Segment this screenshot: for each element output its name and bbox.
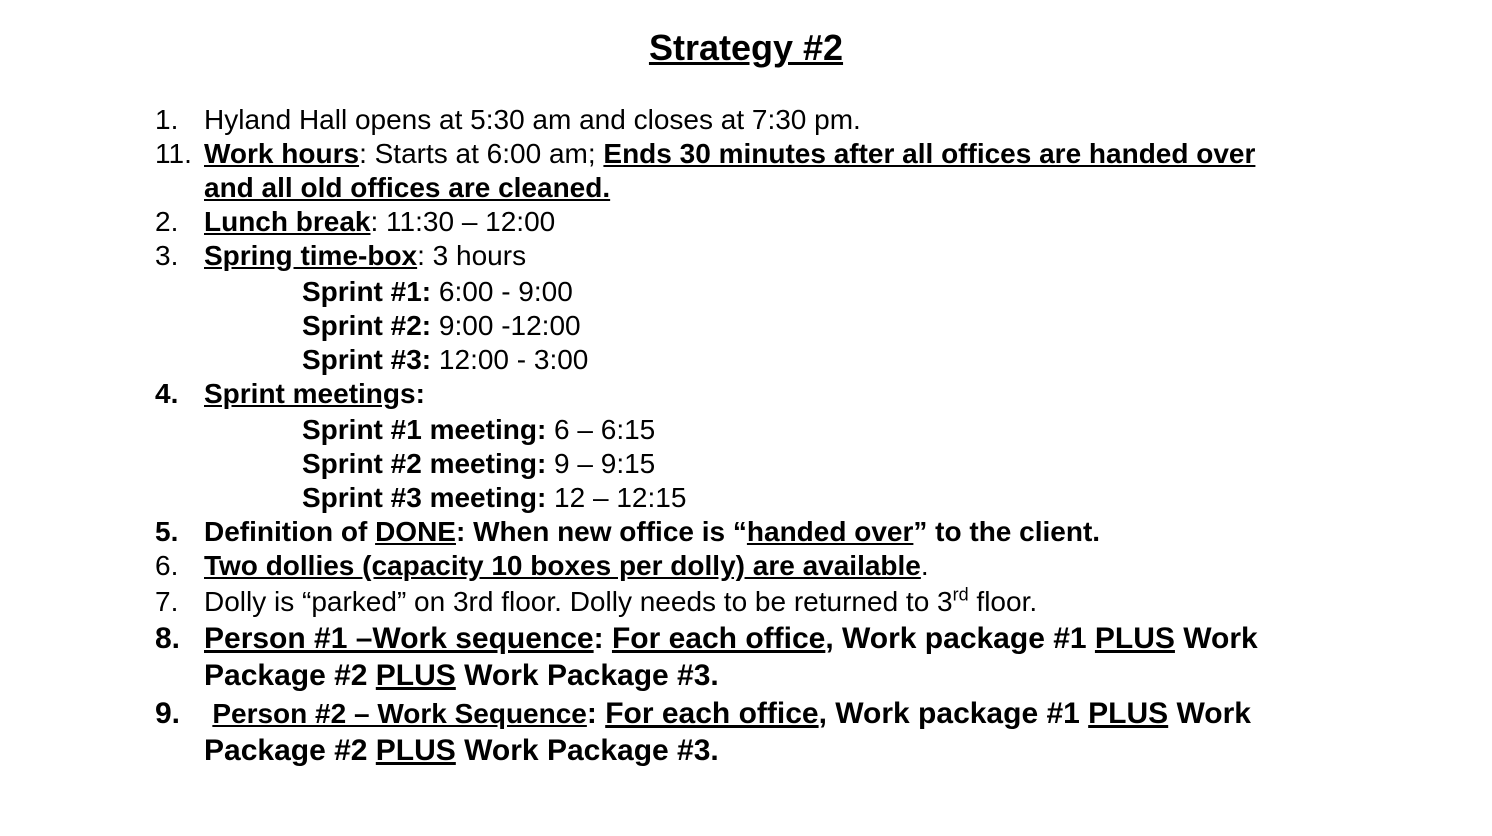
- dolly-text: Dolly is “parked” on 3rd floor. Dolly needs to be returned to 3: [204, 586, 953, 617]
- work-package-text: , Work package #1: [818, 697, 1089, 730]
- page-title: Strategy #2: [648, 27, 844, 68]
- work-hours-label: Work hours: [204, 138, 360, 169]
- meeting-time: 9 – 9:15: [546, 448, 656, 479]
- definition-prefix: Definition of: [204, 516, 376, 547]
- time-box-label: Spring time-box: [204, 240, 418, 271]
- definition-suffix: ” to the client.: [913, 516, 1101, 547]
- dollies-text: Two dollies (capacity 10 boxes per dolly) are available: [204, 550, 921, 581]
- separator: :: [586, 697, 606, 730]
- item-number: 5.: [155, 516, 179, 547]
- work-word: Work: [1168, 697, 1251, 730]
- item-text: Hyland Hall opens at 5:30 am and closes at 7:30 pm.: [204, 104, 861, 135]
- lunch-break-value: : 11:30 – 12:00: [370, 206, 556, 237]
- item-number: 7.: [155, 586, 179, 617]
- for-each-office: For each office: [605, 697, 819, 730]
- sprint-time: 9:00 -12:00: [431, 310, 581, 341]
- plus-term: PLUS: [375, 734, 456, 767]
- separator: :: [593, 622, 612, 655]
- item-text: [204, 621, 1258, 657]
- package-text: Package #2: [204, 659, 376, 692]
- time-box-value: : 3 hours: [417, 240, 527, 271]
- meeting-label: Sprint #1 meeting:: [302, 414, 547, 445]
- item-text: [204, 377, 425, 411]
- item-number: 11.: [155, 138, 192, 169]
- item-number: 6.: [155, 550, 179, 581]
- item-number: 4.: [155, 378, 179, 409]
- ordinal-suffix: rd: [952, 584, 969, 605]
- sprint-label: Sprint #3:: [302, 344, 432, 375]
- sprint-time: 12:00 - 3:00: [431, 344, 589, 375]
- package-text: Package #2: [204, 734, 376, 767]
- package-tail: Work Package #3.: [455, 734, 719, 767]
- work-word: Work: [1174, 622, 1258, 655]
- sprint-meetings-label: Sprint meeting: [204, 378, 401, 409]
- plus-term: PLUS: [1094, 622, 1175, 655]
- handed-over-term: handed over: [746, 516, 914, 547]
- dolly-text-tail: floor.: [968, 586, 1038, 617]
- work-hours-end-line2: and all old offices are cleaned.: [204, 172, 611, 203]
- definition-mid: : When new office is “: [455, 516, 747, 547]
- lunch-break-label: Lunch break: [204, 206, 371, 237]
- sprint-label: Sprint #1:: [302, 276, 432, 307]
- work-package-text: , Work package #1: [825, 622, 1095, 655]
- work-hours-start: : Starts at 6:00 am;: [359, 138, 604, 169]
- for-each-office: For each office: [611, 622, 826, 655]
- item-text: [204, 239, 526, 273]
- meeting-label: Sprint #3 meeting:: [302, 482, 547, 513]
- sprint-time: 6:00 - 9:00: [431, 276, 573, 307]
- item-text: [204, 515, 1100, 549]
- plus-term: PLUS: [375, 659, 456, 692]
- done-term: DONE: [375, 516, 456, 547]
- item-number: 2.: [155, 206, 179, 237]
- item-text: [204, 137, 1255, 171]
- item-text: [204, 585, 1037, 619]
- work-sequence-label: Person #2 – Work Sequence: [212, 698, 587, 729]
- work-sequence-label: Person #1 –Work sequence: [204, 622, 594, 655]
- sprint-label: Sprint #2:: [302, 310, 432, 341]
- item-text: [204, 696, 1251, 732]
- meeting-label: Sprint #2 meeting:: [302, 448, 547, 479]
- sprint-meetings-tail: s:: [400, 378, 425, 409]
- item-number: 8.: [155, 622, 181, 655]
- item-number: 1.: [155, 104, 179, 135]
- plus-term: PLUS: [1088, 697, 1169, 730]
- item-text: [204, 549, 929, 583]
- meeting-time: 6 – 6:15: [546, 414, 656, 445]
- item-number: 3.: [155, 240, 179, 271]
- item-text: [204, 205, 555, 239]
- item-number: 9.: [155, 697, 181, 730]
- dollies-tail: .: [920, 550, 929, 581]
- work-hours-end-line1: Ends 30 minutes after all offices are handed over: [603, 138, 1256, 169]
- package-tail: Work Package #3.: [455, 659, 719, 692]
- meeting-time: 12 – 12:15: [546, 482, 687, 513]
